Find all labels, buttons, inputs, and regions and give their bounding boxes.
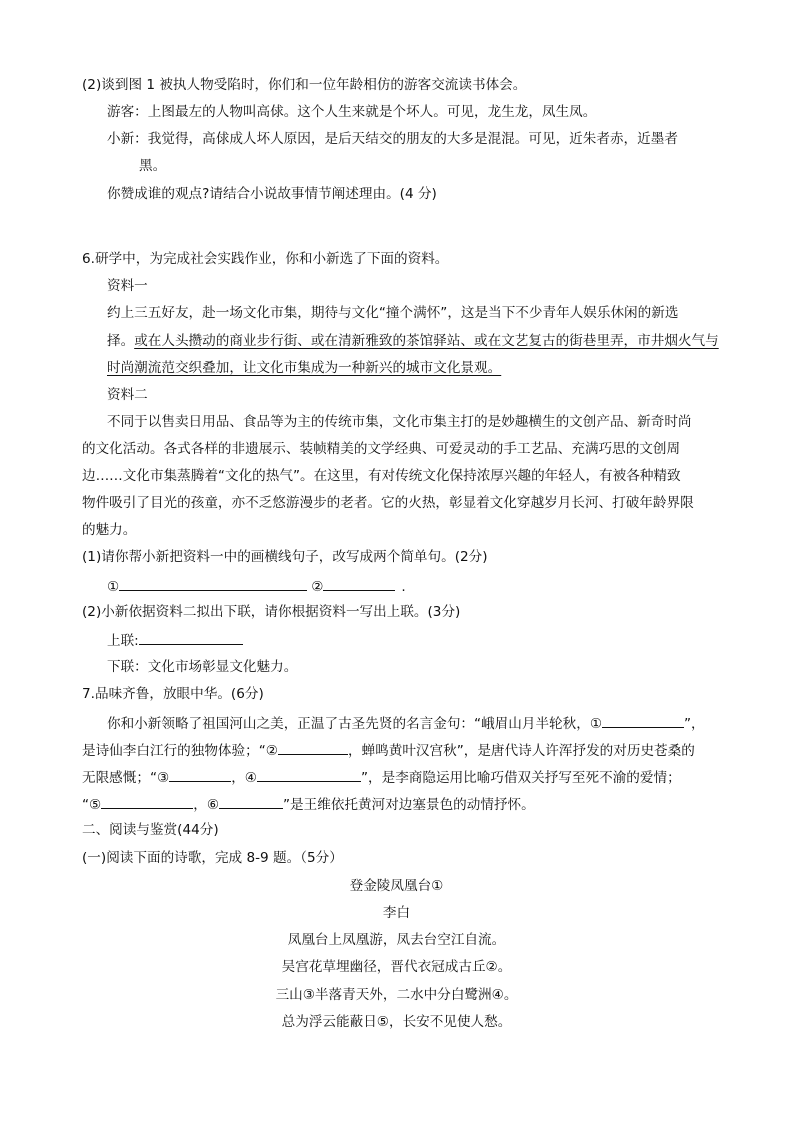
q5-item2: (2)谈到图 1 被执人物受陷时，你们和一位年龄相仿的游客交流读书体会。 — [82, 77, 527, 93]
section2-sub: (一)阅读下面的诗歌，完成 8-9 题。（5分） — [82, 850, 343, 866]
answer-end-period: . — [401, 579, 406, 595]
material1-underlined-part2: 时尚潮流范交织叠加，让文化市集成为一种新兴的城市文化景观。 — [107, 360, 502, 376]
q7-line2-end: ，蝉鸣黄叶汉宫秋”，是唐代诗人许浑抒发的对历史苍桑的 — [347, 743, 695, 759]
q6-stem: 6.研学中，为完成社会实践作业，你和小新选了下面的资料。 — [82, 251, 449, 267]
answer-mark-1: ① — [107, 579, 120, 595]
poem-blank-3[interactable] — [169, 767, 231, 782]
poem-author: 李白 — [382, 905, 411, 921]
poem-line: 凤凰台上凤凰游，凤去台空江自流。 — [287, 932, 506, 948]
q7-line2 — [82, 740, 695, 760]
material1-line2-plain: 择。 — [107, 333, 135, 349]
upper-couplet-line — [107, 630, 243, 650]
q7-line4-mid: ，⑥ — [193, 797, 220, 813]
q7-line2-text: 是诗仙李白江行的独物体验；“② — [82, 743, 278, 759]
q7-line3-end: ”，是李商隐运用比喻巧借双关抒写至死不渝的爱情； — [360, 770, 681, 786]
q7-line1 — [107, 713, 705, 733]
answer-blank-1[interactable] — [119, 576, 307, 591]
section2-title: 二、阅读与鉴赏(44分) — [82, 822, 219, 838]
q5-xiaoxin-view-line2: 黑。 — [139, 158, 167, 174]
poem-blank-4[interactable] — [257, 767, 361, 782]
poem-blank-1[interactable] — [602, 713, 684, 728]
q5-question: 你赞成谁的观点?请结合小说故事情节阐述理由。(4 分) — [107, 186, 437, 202]
material2-line5: 的魅力。 — [82, 522, 137, 538]
answer-mark-2: ② — [311, 579, 324, 595]
q7-line4-end: ”是王维依托黄河对边塞景色的动情抒怀。 — [283, 797, 535, 813]
material2-line4: 物件吸引了目光的孩童，亦不乏悠游漫步的老者。它的火热，彰显着文化穿越岁月长河、打破年龄界限 — [82, 495, 694, 511]
material1-title: 资料一 — [107, 278, 148, 294]
poem-title: 登金陵凤凰台① — [349, 878, 444, 894]
answer-blank-2[interactable] — [323, 576, 395, 591]
material1-underlined-part1: 或在人头攒动的商业步行街、或在清新雅致的茶馆驿站、或在文艺复古的街巷里弄，市井烟火气与 — [134, 333, 719, 349]
q7-line4-text: “⑤ — [82, 797, 102, 813]
material1-line2 — [107, 332, 719, 350]
q7-line4 — [82, 794, 535, 814]
material2-line1: 不同于以售卖日用品、食品等为主的传统市集，文化市集主打的是妙趣横生的文创产品、新奇时尚 — [107, 414, 692, 430]
q6-sub1-answer-line — [107, 576, 406, 596]
material1-line1: 约上三五好友，赴一场文化市集，期待与文化“撞个满怀”，这是当下不少青年人娱乐休闲的新选 — [107, 305, 679, 321]
upper-couplet-label: 上联: — [107, 633, 139, 649]
q7-line3-text: 无限感慨；“③ — [82, 770, 170, 786]
poem-line: 总为浮云能蔽日⑤，长安不见使人愁。 — [281, 1014, 512, 1030]
material2-line2: 的文化活动。各式各样的非遗展示、装帧精美的文学经典、可爱灵动的手工艺品、充满巧思的文创周 — [82, 441, 681, 457]
poem-blank-6[interactable] — [219, 794, 283, 809]
q5-tourist-view: 游客：上图最左的人物叫高俅。这个人生来就是个坏人。可见，龙生龙，凤生凤。 — [107, 104, 597, 120]
q6-sub1: (1)请你帮小新把资料一中的画横线句子，改写成两个简单句。(2分) — [82, 549, 488, 565]
q7-line1-text: 你和小新领略了祖国河山之美，正温了古圣先贤的名言金句：“峨眉山月半轮秋，① — [107, 716, 603, 732]
lower-couplet: 下联：文化市场彰显文化魅力。 — [107, 659, 298, 675]
q7-line1-end: ”， — [684, 716, 705, 732]
poem-blank-5[interactable] — [101, 794, 193, 809]
q5-xiaoxin-view-line1: 小新：我觉得，高俅成人坏人原因，是后天结交的朋友的大多是混混。可见，近朱者赤，近墨者 — [107, 131, 678, 147]
upper-couplet-blank[interactable] — [139, 630, 243, 645]
material2-line3: 边……文化市集蒸腾着“文化的热气”。在这里，有对传统文化保持浓厚兴趣的年轻人，有被各种精致 — [82, 468, 681, 484]
material2-title: 资料二 — [107, 387, 148, 403]
q6-sub2: (2)小新依据资料二拟出下联，请你根据资料一写出上联。(3分) — [82, 604, 461, 620]
q7-stem: 7.品味齐鲁，放眼中华。(6分) — [82, 686, 264, 702]
poem-blank-2[interactable] — [278, 740, 348, 755]
poem-line: 吴宫花草埋幽径，晋代衣冠成古丘②。 — [281, 959, 512, 975]
q7-line3 — [82, 767, 681, 787]
poem-line: 三山③半落青天外，二水中分白鹭洲④。 — [275, 987, 518, 1003]
q7-line3-mid: ，④ — [231, 770, 257, 786]
